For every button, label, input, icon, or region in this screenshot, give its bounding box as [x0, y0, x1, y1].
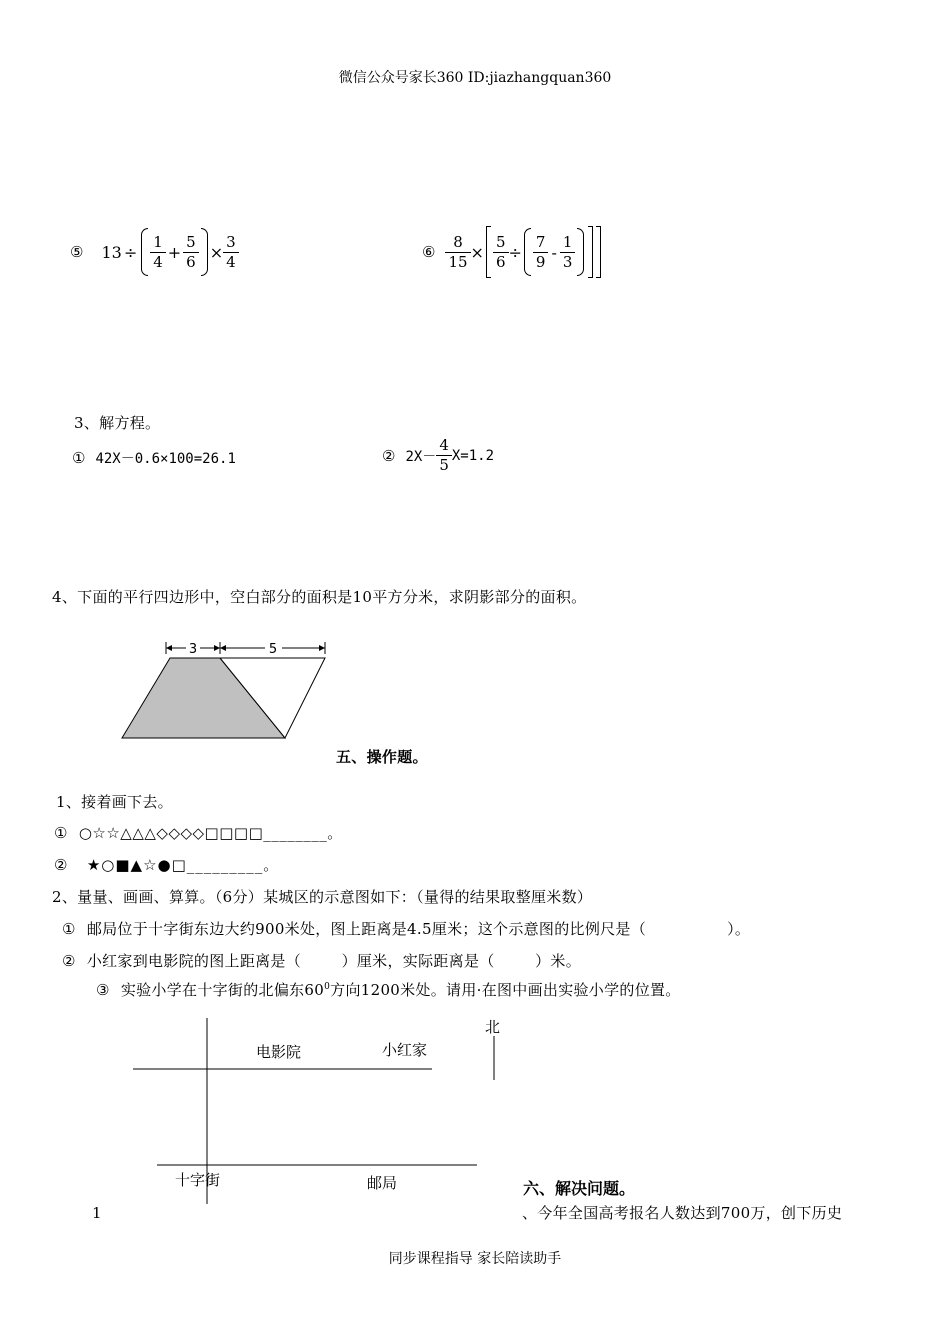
- fraction-3-4: $\frac{3}{4}$: [223, 233, 239, 272]
- shape-sequence-1: ○☆☆△△△◇◇◇◇□□□□________。: [78, 824, 343, 842]
- s5-q1-row1: [54, 822, 343, 843]
- section-6-title: 六、解决问题。: [523, 1179, 636, 1198]
- problem-6-number: ⑥: [422, 243, 436, 261]
- fraction-1-4: $\frac{1}{4}$: [150, 233, 166, 272]
- s5-q2-item3-number: ③: [96, 981, 110, 999]
- times-sign: ×: [209, 242, 224, 262]
- s5-q2-item1: [62, 918, 750, 939]
- equation-2: [382, 436, 494, 475]
- right-bracket-outer: [596, 226, 601, 278]
- right-bracket: [588, 226, 593, 278]
- fraction-5-6: $\frac{5}{6}$: [493, 233, 509, 272]
- degree-superscript: 0: [324, 982, 331, 992]
- s5-q2-item3: [96, 979, 681, 1000]
- xiaohong-home-label: 小红家: [382, 1041, 428, 1059]
- equation-2-pre: 2X－: [405, 448, 437, 465]
- s5-q2-title: 2、量量、画画、算算。（6分）某城区的示意图如下：（量得的结果取整厘米数）: [52, 888, 593, 906]
- plus-sign: +: [167, 242, 182, 262]
- s5-q2-item1-number: ①: [62, 920, 76, 938]
- fraction-8-15: $\frac{8}{15}$: [445, 233, 470, 272]
- s5-q2-item3-pre: 实验小学在十字街的北偏东60: [120, 981, 325, 999]
- fraction-4-5: $\frac{4}{5}$: [436, 436, 452, 475]
- problem-6: [422, 226, 602, 278]
- right-paren: [577, 228, 584, 276]
- right-paren: [201, 228, 208, 276]
- s5-q2-item3-post: 方向1200米处。请用·在图中画出实验小学的位置。: [330, 981, 681, 999]
- section-6-question-1: 、今年全国高考报名人数达到700万，创下历史: [522, 1204, 843, 1222]
- s5-q2-item2-number: ②: [62, 952, 76, 970]
- equation-2-number: ②: [382, 446, 396, 465]
- problem-5: [70, 228, 239, 276]
- left-paren: [141, 228, 148, 276]
- left-paren: [524, 228, 531, 276]
- equation-1-expr: 42X－0.6×100=26.1: [95, 451, 236, 467]
- page-header: 微信公众号家长360 ID:jiazhangquan360: [338, 70, 612, 86]
- equation-2-post: X=1.2: [451, 447, 495, 464]
- s5-q1-row2-number: ②: [54, 856, 68, 874]
- number-13: 13: [101, 242, 122, 262]
- cinema-label: 电影院: [256, 1043, 302, 1061]
- shape-sequence-2: ★○■▲☆●□_________。: [86, 856, 280, 874]
- s5-q1-row2: [54, 854, 279, 875]
- fraction-1-3: $\frac{1}{3}$: [560, 233, 576, 272]
- post-office-label: 邮局: [367, 1174, 398, 1192]
- label-5: 5: [268, 642, 278, 657]
- left-bracket: [486, 226, 491, 278]
- label-3: 3: [188, 642, 198, 657]
- fraction-5-6: $\frac{5}{6}$: [183, 233, 199, 272]
- crossroad-label: 十字街: [175, 1171, 221, 1189]
- s5-q1-row1-number: ①: [54, 824, 68, 842]
- parallelogram-figure: [110, 636, 340, 746]
- divide-sign: ÷: [123, 242, 138, 262]
- problem-5-number: ⑤: [70, 243, 84, 261]
- s5-q2-item2-text: 小红家到电影院的图上距离是（ ）厘米，实际距离是（ ）米。: [86, 952, 582, 970]
- divide-sign: ÷: [508, 242, 522, 262]
- page-number: 1: [92, 1204, 102, 1222]
- times-sign: ×: [470, 242, 484, 262]
- minus-sign: -: [551, 242, 557, 262]
- equation-1: [72, 448, 236, 468]
- north-label: 北: [485, 1018, 501, 1036]
- question-4-text: 4、下面的平行四边形中，空白部分的面积是10平方分米，求阴影部分的面积。: [52, 588, 587, 606]
- s5-q1-title: 1、接着画下去。: [56, 793, 173, 811]
- page-footer: 同步课程指导 家长陪读助手: [388, 1251, 562, 1267]
- city-map: [120, 1012, 520, 1212]
- equation-1-number: ①: [72, 449, 86, 467]
- s5-q2-item2: [62, 950, 581, 971]
- section-5-title: 五、操作题。: [336, 748, 428, 766]
- s5-q2-item1-text: 邮局位于十字街东边大约900米处，图上距离是4.5厘米；这个示意图的比例尺是（ ）。: [86, 920, 751, 938]
- equations-title: 3、解方程。: [74, 414, 161, 432]
- fraction-7-9: $\frac{7}{9}$: [533, 233, 549, 272]
